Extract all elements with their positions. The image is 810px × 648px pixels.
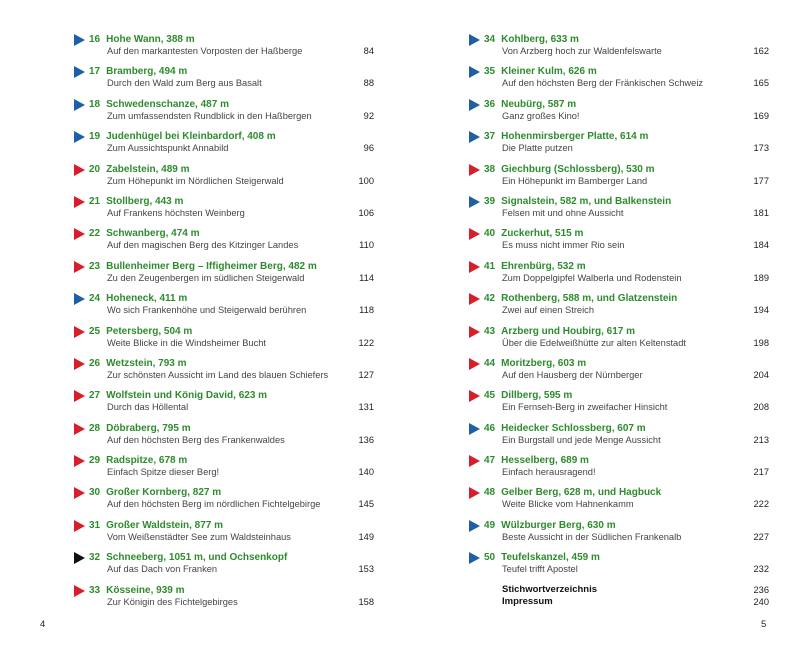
toc-entry-page: 131: [358, 402, 374, 413]
toc-entry[interactable]: [74, 130, 374, 162]
triangle-marker-icon: [74, 228, 85, 240]
toc-entry-page: 162: [753, 46, 769, 56]
toc-entry-name: Ehrenbürg, 532 m: [501, 260, 586, 272]
page-number-left: 4: [40, 619, 46, 630]
toc-entry-number: 33: [89, 584, 101, 596]
toc-entry-name: Heidecker Schlossberg, 607 m: [501, 422, 646, 434]
toc-entry-page: 114: [359, 272, 374, 283]
toc-entry-page: 184: [753, 240, 769, 251]
triangle-marker-icon: [469, 520, 480, 532]
toc-entry-number: 48: [484, 487, 496, 499]
toc-entry[interactable]: [469, 33, 769, 65]
toc-entry-name: Arzberg und Houbirg, 617 m: [501, 325, 636, 337]
toc-entry[interactable]: [74, 98, 374, 130]
triangle-marker-icon: [469, 358, 480, 370]
toc-entry-page: 88: [363, 78, 374, 89]
toc-entry[interactable]: [469, 195, 769, 227]
toc-entry[interactable]: [469, 422, 769, 454]
toc-entry-number: 49: [484, 519, 496, 531]
triangle-marker-icon: [74, 358, 85, 370]
toc-entry[interactable]: [74, 551, 374, 583]
toc-entry-page: 189: [753, 272, 769, 283]
toc-entry-name: Bullenheimer Berg – Iffigheimer Berg, 482 m: [106, 260, 317, 272]
toc-entry-page: 165: [753, 78, 769, 89]
toc-entry-number: 39: [484, 195, 496, 207]
triangle-marker-icon: [74, 326, 85, 338]
toc-entry-number: 28: [89, 422, 101, 434]
toc-entry-name: Hohe Wann, 388 m: [106, 34, 195, 45]
triangle-marker-icon: [74, 487, 85, 499]
toc-entry-page: 149: [358, 531, 374, 542]
toc-entry[interactable]: [74, 227, 374, 259]
triangle-marker-icon: [469, 261, 480, 273]
toc-entry-page: 84: [363, 46, 374, 56]
toc-entry[interactable]: [469, 357, 769, 389]
toc-entry-subtitle: Ein Höhepunkt im Bamberger Land: [502, 175, 648, 186]
toc-entry-number: 43: [484, 325, 496, 337]
toc-entry-number: 34: [484, 34, 496, 45]
toc-entry-name: Petersberg, 504 m: [106, 325, 193, 337]
toc-entry-name: Kohlberg, 633 m: [501, 34, 579, 45]
toc-entry[interactable]: [74, 422, 374, 454]
toc-entry[interactable]: [469, 227, 769, 259]
toc-entry[interactable]: [74, 519, 374, 551]
toc-entry-subtitle: Wo sich Frankenhöhe und Steigerwald berühren: [107, 305, 307, 316]
toc-entry-number: 46: [484, 422, 496, 434]
triangle-marker-icon: [74, 164, 85, 176]
toc-entry-name: Signalstein, 582 m, und Balkenstein: [501, 195, 672, 207]
toc-entry-number: 40: [484, 228, 496, 240]
toc-entry-subtitle: Zum umfassendsten Rundblick in den Haßbergen: [107, 110, 312, 121]
toc-entry-page: 198: [753, 337, 769, 348]
toc-entry-subtitle: Einfach herausragend!: [502, 467, 596, 478]
toc-entry-number: 50: [484, 552, 496, 564]
toc-entry-subtitle: Auf das Dach von Franken: [107, 564, 218, 575]
toc-entry-name: Radspitze, 678 m: [106, 455, 188, 467]
toc-entry-page: 222: [753, 499, 769, 510]
toc-entry[interactable]: [469, 454, 769, 486]
toc-entry-name: Hohenmirsberger Platte, 614 m: [501, 131, 649, 143]
toc-entry-number: 24: [89, 293, 101, 305]
toc-entry-subtitle: Weite Blicke vom Hahnenkamm: [502, 499, 634, 510]
triangle-marker-icon: [469, 196, 480, 208]
toc-entry[interactable]: [469, 486, 769, 518]
toc-entry-number: 20: [89, 163, 101, 175]
toc-entry[interactable]: [469, 551, 769, 583]
toc-entry-number: 44: [484, 357, 496, 369]
toc-entry-number: 38: [484, 163, 496, 175]
toc-entry-subtitle: Zwei auf einen Streich: [502, 305, 594, 316]
toc-entry-page: 110: [359, 240, 374, 251]
toc-entry-page: 106: [358, 207, 374, 218]
triangle-marker-icon: [469, 164, 480, 176]
triangle-marker-icon: [469, 326, 480, 338]
toc-entry-page: 227: [753, 531, 769, 542]
toc-entry[interactable]: [74, 260, 374, 292]
toc-entry-page: 158: [358, 596, 374, 607]
toc-entry-page: 122: [358, 337, 374, 348]
toc-entry-page: 96: [363, 143, 374, 154]
toc-entry-name: Großer Waldstein, 877 m: [106, 519, 224, 531]
toc-entry-name: Wetzstein, 793 m: [106, 357, 187, 369]
toc-extra-entry[interactable]: [469, 584, 769, 596]
triangle-marker-icon: [74, 99, 85, 111]
toc-entry-subtitle: Ein Fernseh-Berg in zweifacher Hinsicht: [502, 402, 668, 413]
toc-entry-subtitle: Einfach Spitze dieser Berg!: [107, 467, 220, 478]
toc-entry-number: 36: [484, 98, 496, 110]
toc-entry[interactable]: [469, 98, 769, 130]
toc-left-column: [74, 33, 374, 616]
triangle-marker-icon: [74, 196, 85, 208]
toc-extra-label: Stichwortverzeichnis: [502, 583, 598, 595]
toc-entry-number: 18: [89, 98, 101, 110]
toc-entry-page: 181: [753, 207, 769, 218]
toc-entry-page: 92: [363, 110, 374, 121]
toc-entry-name: Bramberg, 494 m: [106, 66, 188, 78]
triangle-marker-icon: [74, 293, 85, 305]
toc-entry-page: 217: [753, 467, 769, 478]
toc-entry-subtitle: Auf den magischen Berg des Kitzinger Landes: [107, 240, 299, 251]
toc-entry-name: Stollberg, 443 m: [106, 195, 184, 207]
toc-entry-number: 35: [484, 66, 496, 78]
triangle-marker-icon: [74, 34, 85, 46]
toc-entry[interactable]: [74, 33, 374, 65]
toc-entry-number: 17: [89, 66, 101, 78]
triangle-marker-icon: [469, 390, 480, 402]
toc-entry-name: Wolfstein und König David, 623 m: [106, 390, 268, 402]
triangle-marker-icon: [469, 228, 480, 240]
toc-entry-name: Döbraberg, 795 m: [106, 422, 191, 434]
toc-entry-page: 118: [359, 305, 374, 316]
toc-entry[interactable]: [74, 357, 374, 389]
page-number-right: 5: [761, 619, 767, 630]
toc-entry-subtitle: Vom Weißenstädter See zum Waldsteinhaus: [107, 531, 291, 542]
toc-entry-subtitle: Von Arzberg hoch zur Waldenfelswarte: [502, 46, 662, 56]
toc-entry[interactable]: [74, 584, 374, 616]
toc-entry-page: 169: [753, 110, 769, 121]
toc-entry[interactable]: [74, 292, 374, 324]
toc-entry-subtitle: Auf den markantesten Vorposten der Haßberge: [107, 46, 303, 56]
toc-entry[interactable]: [74, 325, 374, 357]
triangle-marker-icon: [469, 131, 480, 143]
toc-entry-subtitle: Auf Frankens höchsten Weinberg: [107, 207, 245, 218]
toc-entry-number: 21: [89, 195, 101, 207]
toc-entry[interactable]: [74, 454, 374, 486]
triangle-marker-icon: [74, 520, 85, 532]
triangle-marker-icon: [469, 552, 480, 564]
toc-entry[interactable]: [74, 486, 374, 518]
toc-entry-number: 30: [89, 487, 101, 499]
toc-entry[interactable]: [469, 130, 769, 162]
toc-entry-subtitle: Teufel trifft Apostel: [502, 564, 578, 575]
toc-entry-page: 213: [753, 434, 769, 445]
toc-extra-page: 236: [753, 584, 769, 595]
toc-entry-page: 136: [358, 434, 374, 445]
triangle-marker-icon: [469, 293, 480, 305]
toc-entry-name: Teufelskanzel, 459 m: [501, 552, 600, 564]
toc-entry-subtitle: Über die Edelweißhütte zur alten Keltenstadt: [502, 337, 686, 348]
toc-entry-number: 45: [484, 390, 496, 402]
toc-entry-number: 32: [89, 552, 101, 564]
toc-entry[interactable]: [469, 519, 769, 551]
triangle-marker-icon: [469, 487, 480, 499]
toc-entry[interactable]: [469, 292, 769, 324]
toc-entry-number: 22: [89, 228, 101, 240]
toc-entry-name: Hoheneck, 411 m: [106, 293, 188, 305]
triangle-marker-icon: [74, 552, 85, 564]
triangle-marker-icon: [74, 585, 85, 597]
toc-entry-page: 100: [358, 175, 374, 186]
toc-entry-page: 204: [753, 369, 769, 380]
toc-entry-subtitle: Zur Königin des Fichtelgebirges: [107, 596, 238, 607]
toc-entry-subtitle: Zu den Zeugenbergen im südlichen Steigerwald: [107, 272, 305, 283]
toc-entry-number: 27: [89, 390, 101, 402]
toc-entry-name: Schwanberg, 474 m: [106, 228, 200, 240]
toc-entry-subtitle: Zum Höhepunkt im Nördlichen Steigerwald: [107, 175, 284, 186]
toc-entry[interactable]: [469, 325, 769, 357]
toc-entry-page: 194: [753, 305, 769, 316]
triangle-marker-icon: [469, 66, 480, 78]
triangle-marker-icon: [74, 261, 85, 273]
toc-entry-name: Rothenberg, 588 m, und Glatzenstein: [501, 293, 678, 305]
toc-entry-name: Gelber Berg, 628 m, und Hagbuck: [501, 487, 662, 499]
toc-entry-page: 127: [358, 369, 374, 380]
toc-entry-name: Zuckerhut, 515 m: [501, 228, 584, 240]
toc-entry-page: 177: [753, 175, 769, 186]
toc-entry-number: 42: [484, 293, 496, 305]
triangle-marker-icon: [74, 455, 85, 467]
toc-entry-subtitle: Zum Aussichtspunkt Annabild: [107, 143, 229, 154]
toc-entry-name: Neubürg, 587 m: [501, 98, 577, 110]
triangle-marker-icon: [469, 455, 480, 467]
toc-entry-number: 19: [89, 131, 101, 143]
toc-entry-page: 232: [753, 564, 769, 575]
toc-entry-subtitle: Zum Doppelgipfel Walberla und Rodenstein: [502, 272, 682, 283]
triangle-marker-icon: [74, 390, 85, 402]
toc-extra-page: 240: [753, 596, 769, 607]
toc-entry-number: 25: [89, 325, 101, 337]
toc-entry-number: 31: [89, 519, 101, 531]
toc-entry-name: Großer Kornberg, 827 m: [106, 487, 222, 499]
toc-entry-name: Schneeberg, 1051 m, und Ochsenkopf: [106, 552, 288, 564]
toc-entry-page: 208: [753, 402, 769, 413]
triangle-marker-icon: [74, 131, 85, 143]
toc-entry[interactable]: [469, 163, 769, 195]
toc-entry-number: 41: [484, 260, 496, 272]
triangle-marker-icon: [469, 99, 480, 111]
toc-entry-number: 16: [89, 34, 101, 45]
toc-entry-number: 37: [484, 131, 496, 143]
toc-entry-subtitle: Auf den höchsten Berg der Fränkischen Schweiz: [502, 78, 704, 89]
toc-entry-name: Dillberg, 595 m: [501, 390, 573, 402]
toc-entry-number: 23: [89, 260, 101, 272]
toc-entry[interactable]: [74, 389, 374, 421]
toc-extra-label: Impressum: [502, 595, 553, 607]
toc-entry-subtitle: Durch den Wald zum Berg aus Basalt: [107, 78, 262, 89]
toc-entry-subtitle: Auf den höchsten Berg im nördlichen Fichtelgebirge: [107, 499, 321, 510]
toc-entry-name: Schwedenschanze, 487 m: [106, 98, 229, 110]
toc-entry-page: 140: [358, 467, 374, 478]
toc-entry[interactable]: [469, 65, 769, 97]
toc-entry-subtitle: Durch das Höllental: [107, 402, 189, 413]
toc-entry-subtitle: Die Platte putzen: [502, 143, 573, 154]
toc-entry-subtitle: Auf den höchsten Berg des Frankenwaldes: [107, 434, 285, 445]
toc-entry-name: Kleiner Kulm, 626 m: [501, 66, 597, 78]
toc-extra-entry[interactable]: [469, 596, 769, 608]
toc-entry-page: 145: [358, 499, 374, 510]
toc-entry-page: 173: [753, 143, 769, 154]
toc-entry-subtitle: Zur schönsten Aussicht im Land des blauen Schiefers: [107, 369, 329, 380]
triangle-marker-icon: [74, 423, 85, 435]
toc-entry-subtitle: Beste Aussicht in der Südlichen Frankenalb: [502, 531, 682, 542]
toc-entry-number: 29: [89, 455, 101, 467]
toc-entry-subtitle: Felsen mit und ohne Aussicht: [502, 207, 624, 218]
toc-entry[interactable]: [74, 195, 374, 227]
toc-entry-number: 26: [89, 357, 101, 369]
toc-entry-name: Hesselberg, 689 m: [501, 455, 589, 467]
toc-entry-subtitle: Weite Blicke in die Windsheimer Bucht: [107, 337, 266, 348]
toc-entry-page: 153: [358, 564, 374, 575]
toc-entry-subtitle: Es muss nicht immer Rio sein: [502, 240, 625, 251]
toc-entry-name: Zabelstein, 489 m: [106, 163, 190, 175]
triangle-marker-icon: [469, 34, 480, 46]
toc-right-column: [469, 33, 769, 608]
toc-entry-name: Moritzberg, 603 m: [501, 357, 587, 369]
toc-entry[interactable]: [74, 163, 374, 195]
triangle-marker-icon: [74, 66, 85, 78]
triangle-marker-icon: [469, 423, 480, 435]
toc-entry-name: Wülzburger Berg, 630 m: [501, 519, 616, 531]
toc-entry-name: Kösseine, 939 m: [106, 584, 185, 596]
toc-entry-subtitle: Auf den Hausberg der Nürnberger: [502, 369, 643, 380]
toc-entry-subtitle: Ganz großes Kino!: [502, 110, 580, 121]
toc-entry[interactable]: [469, 260, 769, 292]
toc-entry-number: 47: [484, 455, 496, 467]
toc-entry-name: Judenhügel bei Kleinbardorf, 408 m: [106, 131, 276, 143]
toc-entry[interactable]: [469, 389, 769, 421]
toc-entry-subtitle: Ein Burgstall und jede Menge Aussicht: [502, 434, 661, 445]
toc-entry[interactable]: [74, 65, 374, 97]
toc-entry-name: Giechburg (Schlossberg), 530 m: [501, 163, 655, 175]
